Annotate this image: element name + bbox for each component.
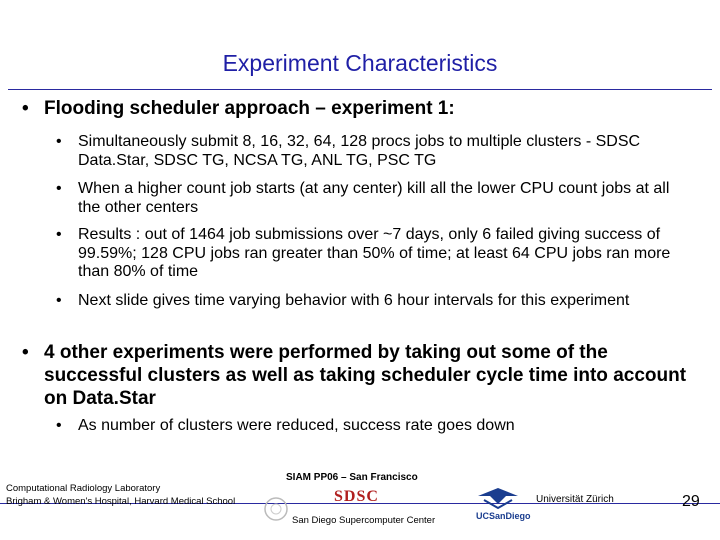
sdsc-name: San Diego Supercomputer Center	[292, 515, 436, 526]
sub-bullet-dot: •	[56, 180, 62, 197]
sub-bullet-dot: •	[56, 292, 62, 309]
sub-bullet-2-1-text: As number of clusters were reduced, success rate goes down	[78, 417, 515, 434]
bullet-dot: •	[22, 342, 29, 363]
bullet-1-text: Flooding scheduler approach – experiment 1:	[44, 98, 455, 119]
sub-bullet-dot: •	[56, 226, 62, 243]
sub-bullet-2-1	[56, 417, 686, 436]
footer-affiliation	[6, 482, 235, 508]
sub-bullet-1-2-text: When a higher count job starts (at any center) kill all the lower CPU count jobs at all the other centers	[78, 180, 670, 216]
bullet-2-text: 4 other experiments were performed by taking out some of the successful clusters as well as taking scheduler cycle time into account on Data.Star	[44, 342, 687, 409]
sub-bullet-1-3	[56, 226, 686, 282]
conference-label: SIAM PP06 – San Francisco	[286, 472, 418, 483]
uzh-label: Universität Zürich	[536, 494, 614, 505]
footer-lab: Computational Radiology Laboratory	[6, 483, 161, 494]
sub-bullet-dot: •	[56, 417, 62, 434]
bullet-dot: •	[22, 98, 29, 119]
page-number: 29	[682, 493, 700, 510]
sub-bullet-1-1	[56, 133, 686, 170]
sub-bullet-dot: •	[56, 133, 62, 150]
sub-bullet-1-3-text: Results : out of 1464 job submissions over ~7 days, only 6 failed giving success of 99.59%; 128 CPU jobs ran greater than 50% of time; at least 64 CPU jobs ran more than 80% of time	[78, 226, 671, 280]
slide-title: Experiment Characteristics	[222, 50, 498, 76]
sub-bullet-1-1-text: Simultaneously submit 8, 16, 32, 64, 128 procs jobs to multiple clusters - SDSC Data.Star, SDSC TG, NCSA TG, ANL TG, PSC TG	[78, 133, 641, 169]
bullet-2	[22, 341, 702, 410]
ucsd-logo-text: UCSanDiego	[476, 511, 531, 521]
sub-bullet-1-4-text: Next slide gives time varying behavior with 6 hour intervals for this experiment	[78, 292, 630, 309]
sdsc-logo: SDSC	[334, 488, 379, 505]
bullet-1	[22, 97, 702, 120]
sub-bullet-1-4	[56, 292, 686, 311]
decorative-logo-icon	[258, 493, 294, 525]
footer-institution: Brigham & Women's Hospital, Harvard Medical School	[6, 496, 236, 507]
title-divider	[8, 89, 712, 90]
sub-bullet-1-2	[56, 180, 686, 217]
